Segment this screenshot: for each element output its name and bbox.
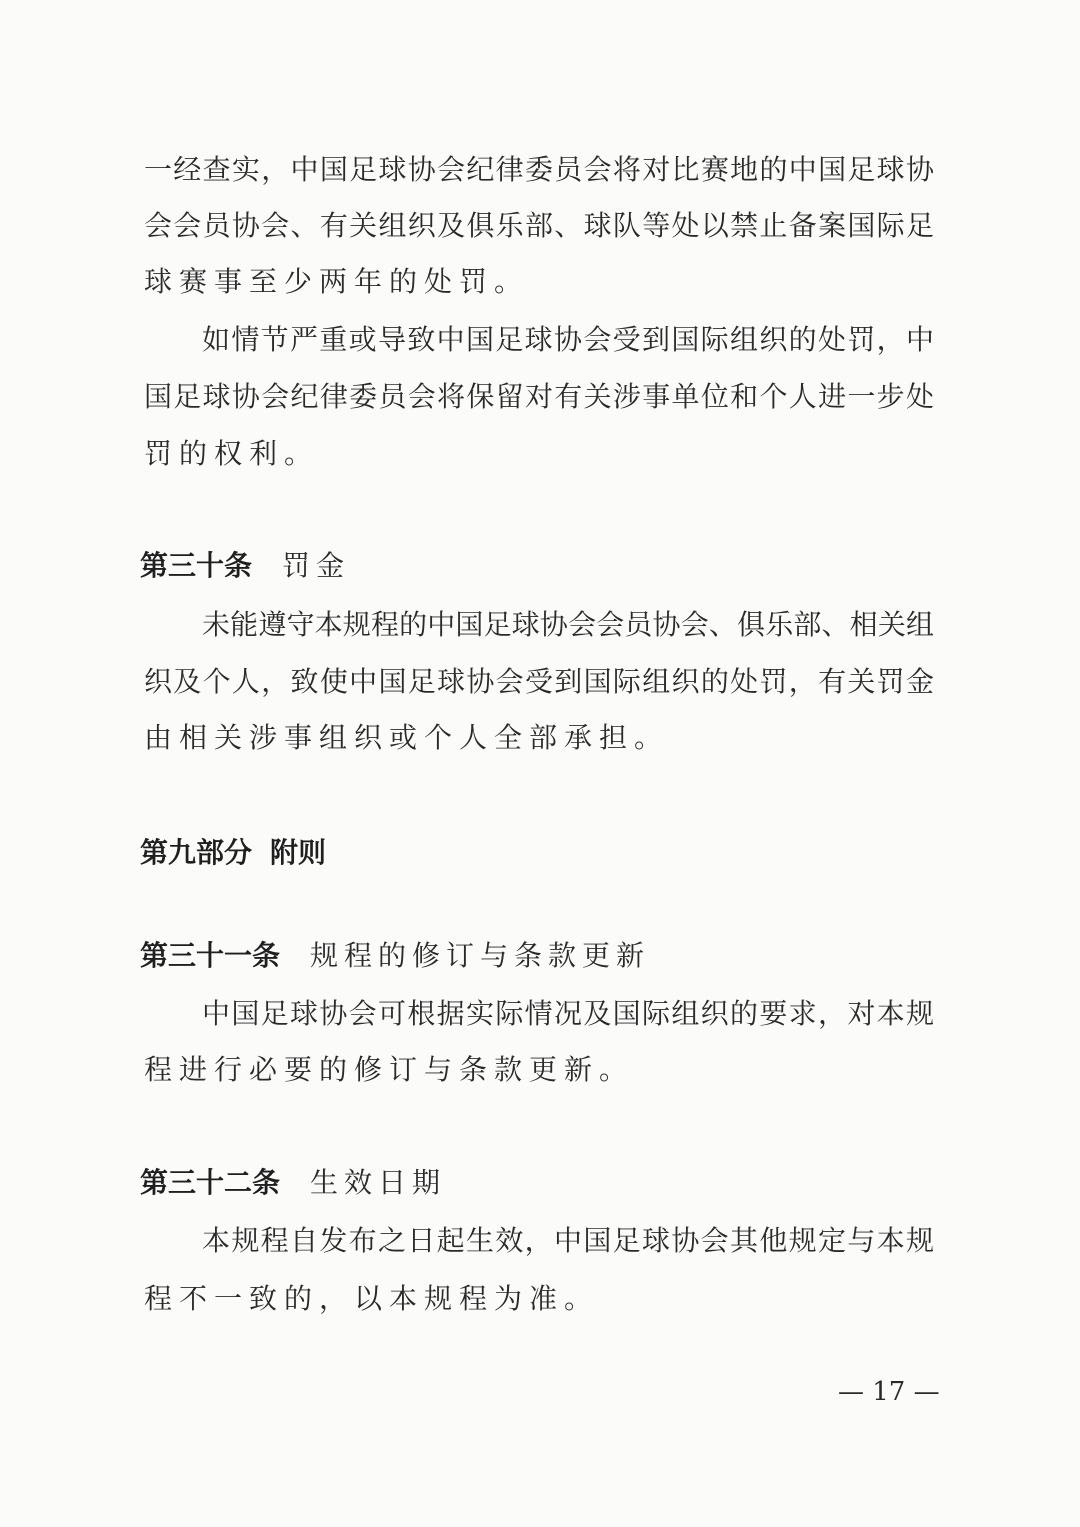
article-number: 第三十条 bbox=[140, 549, 253, 582]
part-9-heading bbox=[140, 833, 326, 873]
article-30-heading bbox=[140, 546, 350, 586]
paragraph-line: 国足球协会纪律委员会将保留对有关涉事单位和个人进一步处 bbox=[144, 380, 934, 413]
paragraph-line: 未能遵守本规程的中国足球协会会员协会、俱乐部、相关组 bbox=[202, 608, 934, 641]
paragraph-line: 中国足球协会可根据实际情况及国际组织的要求，对本规 bbox=[202, 997, 934, 1030]
part-number: 第九部分 bbox=[140, 836, 253, 869]
article-number: 第三十一条 bbox=[140, 939, 281, 972]
paragraph-line: 一经查实，中国足球协会纪律委员会将对比赛地的中国足球协 bbox=[144, 153, 934, 186]
article-number: 第三十二条 bbox=[140, 1166, 281, 1199]
paragraph-line: 程不一致的，以本规程为准。 bbox=[144, 1282, 600, 1315]
paragraph-line: 如情节严重或导致中国足球协会受到国际组织的处罚，中 bbox=[202, 323, 934, 356]
article-title: 规程的修订与条款更新 bbox=[310, 939, 651, 972]
paragraph-line: 程进行必要的修订与条款更新。 bbox=[144, 1053, 635, 1086]
part-title: 附则 bbox=[270, 836, 327, 869]
article-title: 罚金 bbox=[282, 549, 351, 582]
paragraph-line: 球赛事至少两年的处罚。 bbox=[144, 265, 530, 298]
article-title: 生效日期 bbox=[310, 1166, 447, 1199]
page-number: — 17 — bbox=[838, 1377, 940, 1407]
article-32-heading bbox=[140, 1163, 446, 1203]
paragraph-line: 会会员协会、有关组织及俱乐部、球队等处以禁止备案国际足 bbox=[144, 209, 934, 242]
paragraph-line: 由相关涉事组织或个人全部承担。 bbox=[144, 721, 670, 754]
paragraph-line: 本规程自发布之日起生效，中国足球协会其他规定与本规 bbox=[202, 1224, 934, 1257]
paragraph-line: 罚的权利。 bbox=[144, 437, 320, 470]
paragraph-line: 织及个人，致使中国足球协会受到国际组织的处罚，有关罚金 bbox=[144, 665, 934, 698]
article-31-heading bbox=[140, 936, 650, 976]
